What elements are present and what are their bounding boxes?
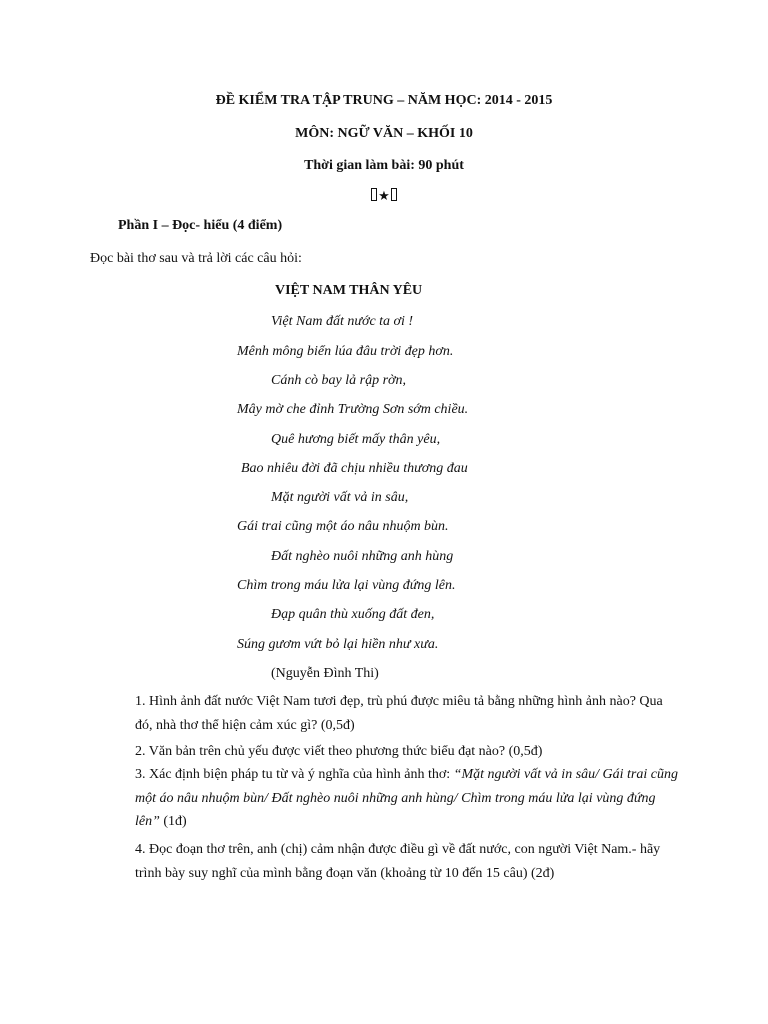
question-3-suffix: (1đ): [159, 814, 187, 829]
exam-time: Thời gian làm bài: 90 phút: [304, 158, 464, 173]
poem-line: Đất nghèo nuôi những anh hùng: [271, 549, 454, 564]
section-heading: Phần I – Đọc- hiểu (4 điểm): [118, 218, 283, 233]
poem-author: (Nguyễn Đình Thi): [271, 666, 379, 681]
question-4: 4. Đọc đoạn thơ trên, anh (chị) cảm nhận được điều gì về đất nước, con người Việt Nam.- hãy trình bày suy nghĩ của mình bằng đoạn văn (khoảng từ 10 đến 15 câu) (2đ): [135, 842, 661, 881]
ornament-box-left: [371, 188, 377, 201]
question-3: [135, 763, 680, 834]
poem-line: Gái trai cũng một áo nâu nhuộm bùn.: [237, 519, 449, 534]
section-instruction: Đọc bài thơ sau và trả lời các câu hỏi:: [90, 251, 302, 266]
poem-line: Quê hương biết mấy thân yêu,: [271, 432, 441, 447]
exam-subject: MÔN: NGỮ VĂN – KHỐI 10: [295, 126, 473, 141]
header-ornament: [0, 187, 768, 205]
poem-line: Bao nhiêu đời đã chịu nhiều thương đau: [241, 461, 468, 476]
question-3-quote: “Mặt người vất vả in sâu/ Gái trai cũng một áo nâu nhuộm bùn/ Đất nghèo nuôi những anh hùng/ Chìm trong máu lửa lại vùng đứng lên”: [135, 767, 678, 829]
poem-line: Súng gươm vứt bỏ lại hiền như xưa.: [237, 637, 439, 652]
poem-line: Đạp quân thù xuống đất đen,: [271, 607, 435, 622]
star-icon: ★: [378, 188, 390, 203]
question-1: 1. Hình ảnh đất nước Việt Nam tươi đẹp, trù phú được miêu tả bằng những hình ảnh nào? Qua đó, nhà thơ thể hiện cảm xúc gì? (0,5đ): [135, 694, 663, 733]
poem-line: Cánh cò bay lả rập rờn,: [271, 373, 407, 388]
exam-title: ĐỀ KIỂM TRA TẬP TRUNG – NĂM HỌC: 2014 - 2015: [215, 93, 553, 108]
question-2: 2. Văn bản trên chủ yếu được viết theo phương thức biểu đạt nào? (0,5đ): [135, 744, 543, 759]
poem-line: Mênh mông biển lúa đâu trời đẹp hơn.: [237, 344, 454, 359]
question-3-prefix: 3. Xác định biện pháp tu từ và ý nghĩa của hình ảnh thơ:: [135, 767, 454, 782]
poem-line: Việt Nam đất nước ta ơi !: [271, 314, 414, 329]
ornament-box-right: [391, 188, 397, 201]
poem-line: Chìm trong máu lửa lại vùng đứng lên.: [237, 578, 456, 593]
poem-line: Mặt người vất vả in sâu,: [271, 490, 409, 505]
poem-line: Mây mờ che đỉnh Trường Sơn sớm chiều.: [237, 402, 469, 417]
poem-title: VIỆT NAM THÂN YÊU: [275, 283, 423, 298]
